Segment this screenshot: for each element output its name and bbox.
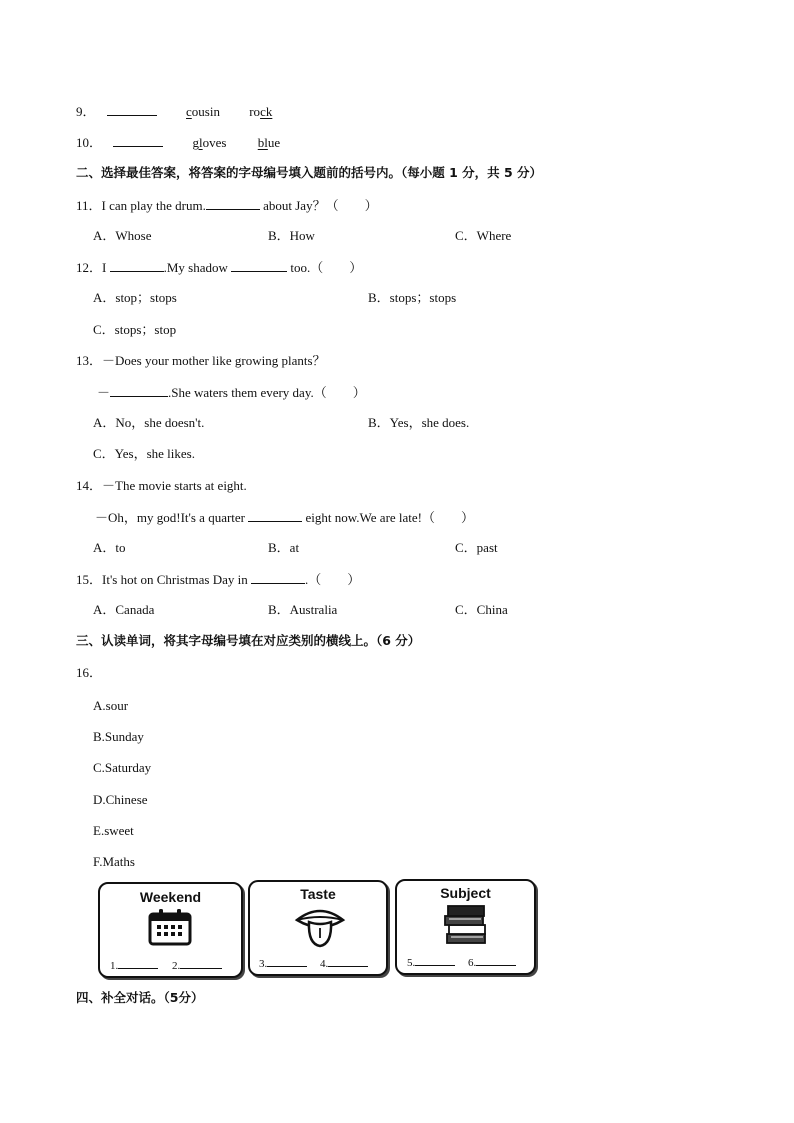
word-item: D.Chinese	[93, 792, 148, 807]
question-text: －Does your mother like growing plants？	[102, 353, 326, 368]
question-number: 10．	[76, 135, 103, 150]
option-a[interactable]: A．to	[93, 540, 126, 555]
books-icon	[443, 904, 489, 946]
question-16-number: 16．	[76, 665, 103, 680]
option-b[interactable]: B．Australia	[268, 602, 338, 617]
option-b[interactable]: B．How	[268, 228, 315, 243]
dash: －	[97, 385, 111, 400]
section-3-title: 三、认读单词，将其字母编号填在对应类别的横线上。（6 分）	[76, 633, 421, 648]
word-item: E.sweet	[93, 823, 134, 838]
question-number: 13．	[76, 353, 103, 368]
question-text: about Jay？（ ）	[259, 198, 378, 213]
question-number: 12．	[76, 260, 103, 275]
answer-blank[interactable]	[107, 103, 157, 116]
answer-blank-6[interactable]: 6.	[468, 955, 516, 969]
question-text: It's hot on Christmas Day in	[102, 572, 251, 587]
question-text: －Oh，my god!It's a quarter	[95, 510, 249, 525]
question-number: 9．	[76, 104, 96, 119]
question-10	[76, 134, 280, 151]
question-text: eight now.We are late!（ ）	[302, 510, 475, 525]
calendar-icon	[148, 908, 192, 946]
option-c[interactable]: C．stops；stop	[93, 322, 177, 337]
answer-blank[interactable]	[113, 134, 163, 147]
option-b[interactable]: B．Yes，she does.	[368, 415, 470, 430]
category-title: Weekend	[139, 889, 202, 905]
question-text: －The movie starts at eight.	[102, 478, 247, 493]
answer-blank-3[interactable]: 3.	[259, 956, 307, 970]
answer-blank-5[interactable]: 5.	[407, 955, 455, 969]
option-a[interactable]: A．Whose	[93, 228, 152, 243]
option-c[interactable]: C．past	[455, 540, 498, 555]
question-number: 14．	[76, 478, 103, 493]
answer-blank[interactable]	[251, 571, 305, 584]
category-box-taste	[248, 880, 388, 976]
option-b[interactable]: B．at	[268, 540, 300, 555]
answer-blank-1[interactable]: 1.	[110, 958, 158, 972]
section-2-title: 二、选择最佳答案，将答案的字母编号填入题前的括号内。（每小题 1 分，共 5 分）	[76, 165, 543, 180]
question-11	[76, 197, 378, 214]
question-12	[76, 259, 362, 276]
question-text: .She waters them every day.（ ）	[168, 385, 366, 400]
category-title: Subject	[440, 885, 491, 901]
category-box-subject	[395, 879, 536, 975]
question-number: 11．	[76, 198, 102, 213]
question-14-reply	[95, 509, 474, 526]
option-c[interactable]: C．Where	[455, 228, 512, 243]
option-c[interactable]: C．Yes，she likes.	[93, 446, 195, 461]
word-rock: rock	[249, 104, 273, 119]
option-c[interactable]: C．China	[455, 602, 508, 617]
answer-blank[interactable]	[248, 509, 302, 522]
question-15	[76, 571, 360, 588]
question-text: .（ ）	[304, 572, 361, 587]
word-item: C.Saturday	[93, 760, 152, 775]
category-box-weekend	[98, 882, 243, 978]
question-13-reply	[97, 384, 366, 401]
question-text: I	[102, 260, 110, 275]
word-item: F.Maths	[93, 854, 135, 869]
word-blue: blue	[257, 135, 281, 150]
answer-blank[interactable]	[110, 259, 164, 272]
answer-blank-2[interactable]: 2.	[172, 958, 222, 972]
question-9	[76, 103, 272, 120]
question-13	[76, 353, 326, 369]
answer-blank[interactable]	[110, 384, 168, 397]
option-a[interactable]: A．No，she doesn't.	[93, 415, 205, 430]
word-gloves: gloves	[192, 135, 227, 150]
question-14	[76, 478, 247, 494]
question-text: too.（ ）	[287, 260, 363, 275]
answer-blank[interactable]	[231, 259, 287, 272]
section-4-title: 四、补全对话。（5分）	[76, 990, 204, 1005]
word-item: B.Sunday	[93, 729, 144, 744]
question-text: .My shadow	[163, 260, 232, 275]
question-text: I can play the drum.	[101, 198, 206, 213]
category-title: Taste	[300, 886, 336, 902]
answer-blank-4[interactable]: 4.	[320, 956, 368, 970]
answer-blank[interactable]	[206, 197, 260, 210]
word-cousin: cousin	[186, 104, 220, 119]
tongue-icon	[294, 904, 346, 948]
word-item: A.sour	[93, 698, 129, 713]
option-a[interactable]: A．stop；stops	[93, 290, 177, 305]
option-a[interactable]: A．Canada	[93, 602, 155, 617]
question-number: 15．	[76, 572, 103, 587]
option-b[interactable]: B．stops；stops	[368, 290, 457, 305]
